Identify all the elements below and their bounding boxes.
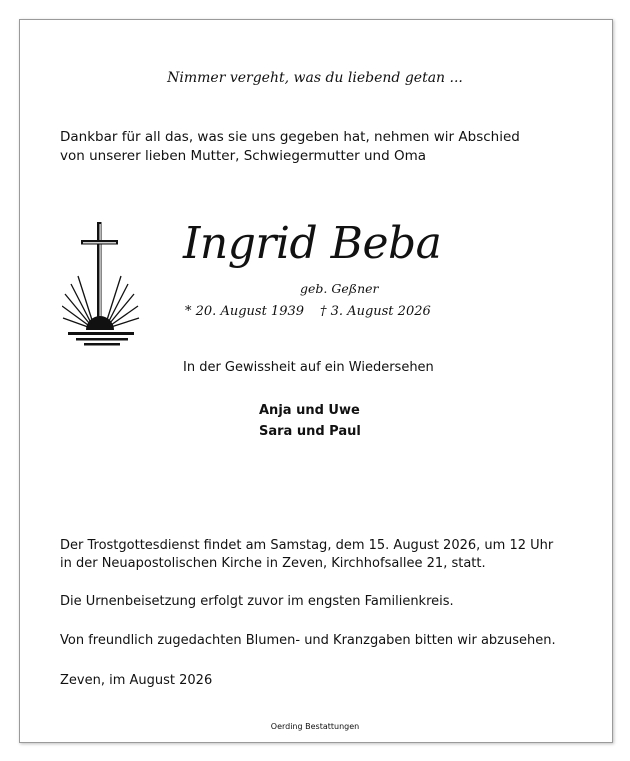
place-date: Zeven, im August 2026	[60, 673, 213, 688]
service-line-1: Der Trostgottesdienst findet am Samstag, dem 15. August 2026, um 12 Uhr	[60, 538, 554, 553]
deceased-name: Ingrid Beba	[183, 218, 442, 269]
closing-phrase: In der Gewissheit auf ein Wiedersehen	[183, 360, 434, 375]
survivors-list	[259, 400, 361, 442]
cross-rising-sun-icon	[62, 222, 142, 348]
death-date: † 3. August 2026	[320, 304, 431, 319]
birth-date: * 20. August 1939	[185, 304, 305, 319]
intro-line-2: von unserer lieben Mutter, Schwiegermutter und Oma	[60, 148, 427, 164]
life-dates	[185, 304, 431, 319]
birth-name: geb. Geßner	[300, 281, 379, 296]
service-line-2: in der Neuapostolischen Kirche in Zeven, Kirchhofsallee 21, statt.	[60, 556, 486, 571]
survivor-name: Anja und Uwe	[259, 403, 360, 418]
survivor-name: Sara und Paul	[259, 424, 361, 439]
motto: Nimmer vergeht, was du liebend getan ...	[167, 70, 463, 86]
service-info	[60, 537, 553, 573]
funeral-home: Oerding Bestattungen	[270, 722, 360, 731]
urn-burial-note: Die Urnenbeisetzung erfolgt zuvor im engsten Familienkreis.	[60, 594, 454, 609]
intro-text	[60, 128, 520, 166]
intro-line-1: Dankbar für all das, was sie uns gegeben hat, nehmen wir Abschied	[60, 129, 520, 145]
flowers-note: Von freundlich zugedachten Blumen- und Kranzgaben bitten wir abzusehen.	[60, 633, 556, 648]
